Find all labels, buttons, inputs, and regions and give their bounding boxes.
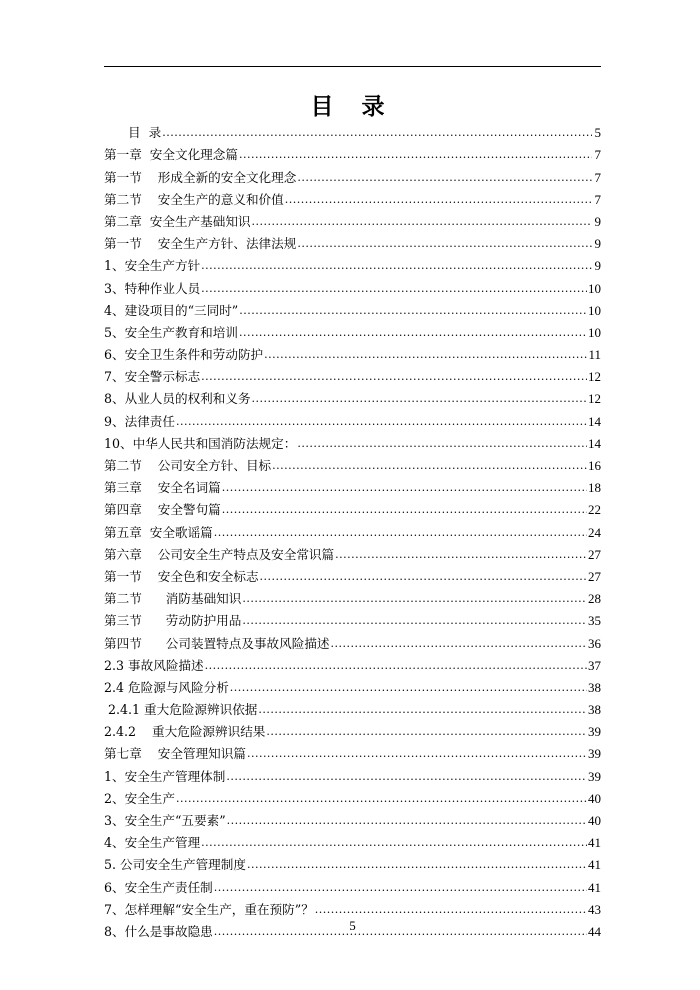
toc-dot-leader	[222, 501, 587, 518]
toc-dot-leader	[176, 790, 587, 807]
toc-entry[interactable]	[104, 696, 601, 718]
toc-entry[interactable]	[104, 829, 601, 851]
toc-entry-label: 3、安全生产“五要素”	[104, 813, 226, 828]
toc-dot-leader	[201, 368, 587, 385]
toc-entry[interactable]	[104, 607, 601, 629]
toc-entry-label: 5. 公司安全生产管理制度	[104, 857, 246, 873]
toc-dot-leader	[242, 590, 587, 607]
toc-dot-leader	[227, 812, 587, 829]
toc-entry[interactable]	[104, 652, 601, 674]
toc-dot-leader	[297, 435, 587, 452]
toc-entry[interactable]	[104, 208, 601, 230]
toc-entry-label: 2.3 事故风险描述	[104, 657, 204, 673]
toc-dot-leader	[242, 612, 587, 629]
toc-dot-leader	[315, 901, 587, 918]
toc-entry-page: 12	[588, 391, 601, 407]
toc-dot-leader	[239, 146, 592, 163]
toc-entry[interactable]	[104, 186, 601, 208]
toc-entry[interactable]	[104, 674, 601, 696]
toc-dot-leader	[201, 280, 587, 297]
toc-dot-leader	[272, 457, 587, 474]
toc-entry-page: 12	[588, 369, 601, 385]
toc-entry[interactable]	[104, 541, 601, 563]
toc-entry-page: 7	[594, 147, 601, 163]
toc-entry[interactable]	[104, 563, 601, 585]
toc-entry[interactable]	[104, 297, 601, 319]
toc-entry-label: 1、安全生产方针	[104, 258, 201, 274]
toc-entry-label: 目 录	[104, 125, 162, 141]
toc-dot-leader	[264, 346, 587, 363]
toc-entry-page: 41	[588, 879, 601, 895]
toc-dot-leader	[214, 524, 587, 541]
toc-dot-leader	[247, 745, 587, 762]
toc-entry-page: 5	[594, 125, 601, 141]
toc-dot-leader	[239, 324, 587, 341]
toc-entry-label: 第一节 安全色和安全标志	[104, 568, 259, 584]
toc-entry-page: 39	[588, 724, 601, 740]
toc-entry-page: 14	[588, 435, 601, 451]
toc-entry-label: 6、安全卫生条件和劳动防护	[104, 347, 264, 363]
document-title: 目 录	[310, 93, 395, 120]
toc-entry-label: 第六章 公司安全生产特点及安全常识篇	[104, 546, 335, 562]
toc-entry-page: 27	[588, 568, 601, 584]
toc-entry-label: 第二章 安全生产基础知识	[104, 213, 251, 229]
toc-entry-page: 35	[588, 613, 601, 629]
toc-dot-leader	[239, 302, 587, 319]
toc-entry[interactable]	[104, 740, 601, 762]
toc-entry[interactable]	[104, 474, 601, 496]
toc-entry[interactable]	[104, 163, 601, 185]
toc-entry-page: 10	[588, 280, 601, 296]
toc-dot-leader	[252, 213, 592, 230]
toc-entry-page: 37	[588, 657, 601, 673]
toc-dot-leader	[205, 657, 587, 674]
toc-entry[interactable]	[104, 851, 601, 873]
toc-entry-label: 6、安全生产责任制	[104, 879, 213, 895]
header-rule	[104, 66, 601, 67]
toc-entry[interactable]	[104, 585, 601, 607]
toc-entry-label: 3、特种作业人员	[104, 280, 201, 296]
toc-dot-leader	[201, 834, 587, 851]
toc-entry[interactable]	[104, 274, 601, 296]
toc-entry-label: 7、怎样理解“安全生产，重在预防”？	[104, 901, 314, 917]
toc-entry-label: 2、安全生产	[104, 790, 175, 806]
toc-entry[interactable]	[104, 319, 601, 341]
toc-entry-page: 38	[588, 702, 601, 718]
toc-entry-label: 第三章 安全名词篇	[104, 480, 221, 496]
toc-dot-leader	[285, 191, 592, 208]
toc-entry-label: 2.4 危险源与风险分析	[104, 679, 229, 695]
toc-entry[interactable]	[104, 341, 601, 363]
toc-entry-page: 7	[594, 191, 601, 207]
toc-entry-label: 第三节 劳动防护用品	[104, 613, 242, 629]
toc-entry[interactable]	[104, 807, 601, 829]
toc-entry-label: 第五章 安全歌谣篇	[104, 524, 213, 540]
toc-entry-label: 第二节 公司安全方针、目标	[104, 458, 272, 473]
toc-entry-label: 9、法律责任	[104, 413, 175, 429]
toc-entry[interactable]	[104, 385, 601, 407]
toc-entry[interactable]	[104, 518, 601, 540]
toc-entry-label: 第一章 安全文化理念篇	[104, 147, 238, 163]
toc-entry-page: 36	[588, 635, 601, 651]
toc-entry-label: 8、从业人员的权利和义务	[104, 391, 251, 407]
toc-entry[interactable]	[104, 430, 601, 452]
table-of-contents	[104, 119, 601, 940]
toc-entry[interactable]	[104, 407, 601, 429]
toc-dot-leader	[335, 546, 587, 563]
toc-entry-label: 10、中华人民共和国消防法规定：	[104, 435, 297, 451]
toc-dot-leader	[266, 723, 587, 740]
toc-entry-label: 第七章 安全管理知识篇	[104, 746, 246, 762]
toc-entry-label: 第四章 安全警句篇	[104, 502, 221, 518]
toc-entry-label: 2.4.1 重大危险源辨识依据	[104, 702, 258, 718]
toc-entry-page: 14	[588, 413, 601, 429]
toc-entry-label: 4、安全生产管理	[104, 835, 201, 851]
toc-entry-page: 11	[588, 347, 601, 363]
toc-entry-page: 7	[594, 169, 601, 185]
toc-entry-page: 10	[588, 324, 601, 340]
toc-entry-page: 40	[588, 790, 601, 806]
toc-entry-label: 第二节 消防基础知识	[104, 591, 242, 607]
toc-dot-leader	[297, 169, 592, 186]
toc-entry-label: 第一节 形成全新的安全文化理念	[104, 169, 297, 185]
toc-dot-leader	[230, 679, 587, 696]
toc-entry[interactable]	[104, 252, 601, 274]
toc-entry[interactable]	[104, 230, 601, 252]
toc-entry-label: 4、建设项目的“三同时”	[104, 302, 239, 318]
toc-entry-label: 第一节 安全生产方针、法律法规	[104, 236, 297, 252]
toc-entry-page: 24	[588, 524, 601, 540]
toc-dot-leader	[297, 235, 592, 252]
toc-entry[interactable]	[104, 785, 601, 807]
toc-entry-page: 9	[594, 236, 601, 252]
toc-entry-page: 28	[588, 591, 601, 607]
toc-entry[interactable]	[104, 873, 601, 895]
toc-entry[interactable]	[104, 363, 601, 385]
toc-entry-page: 18	[588, 480, 601, 496]
toc-entry-label: 7、安全警示标志	[104, 369, 201, 385]
toc-entry-page: 9	[594, 258, 601, 274]
toc-entry[interactable]	[104, 629, 601, 651]
toc-entry-page: 41	[588, 857, 601, 873]
toc-dot-leader	[258, 701, 587, 718]
toc-entry-page: 43	[588, 901, 601, 917]
toc-entry-label: 5、安全生产教育和培训	[104, 324, 238, 340]
toc-dot-leader	[201, 257, 592, 274]
toc-dot-leader	[226, 768, 587, 785]
toc-entry-label: 第二节 安全生产的意义和价值	[104, 191, 284, 207]
page-number: 5	[349, 918, 356, 933]
toc-entry[interactable]	[104, 762, 601, 784]
toc-dot-leader	[162, 124, 592, 141]
toc-dot-leader	[222, 479, 587, 496]
toc-entry-label: 第四节 公司装置特点及事故风险描述	[104, 635, 330, 651]
toc-entry-label: 8、什么是事故隐患	[104, 923, 213, 939]
toc-entry-page: 41	[588, 835, 601, 851]
toc-entry-page: 40	[588, 813, 601, 828]
toc-entry[interactable]	[104, 452, 601, 474]
toc-entry-page: 39	[588, 768, 601, 784]
toc-dot-leader	[247, 856, 587, 873]
toc-entry-label: 1、安全生产管理体制	[104, 768, 226, 784]
toc-entry-page: 10	[588, 302, 601, 318]
toc-entry[interactable]	[104, 496, 601, 518]
toc-dot-leader	[214, 879, 587, 896]
toc-entry-label: 2.4.2 重大危险源辨识结果	[104, 724, 266, 740]
toc-entry-page: 39	[588, 746, 601, 762]
toc-entry[interactable]	[104, 119, 601, 141]
toc-entry-page: 38	[588, 679, 601, 695]
toc-dot-leader	[260, 568, 587, 585]
toc-entry-page: 9	[594, 213, 601, 229]
toc-dot-leader	[331, 635, 587, 652]
toc-dot-leader	[252, 390, 587, 407]
toc-entry-page: 16	[588, 458, 601, 473]
toc-entry-page: 44	[588, 923, 601, 939]
toc-entry-page: 22	[588, 502, 601, 518]
toc-entry[interactable]	[104, 718, 601, 740]
toc-entry-page: 27	[588, 546, 601, 562]
toc-entry[interactable]	[104, 896, 601, 918]
toc-dot-leader	[176, 413, 587, 430]
toc-entry[interactable]	[104, 141, 601, 163]
